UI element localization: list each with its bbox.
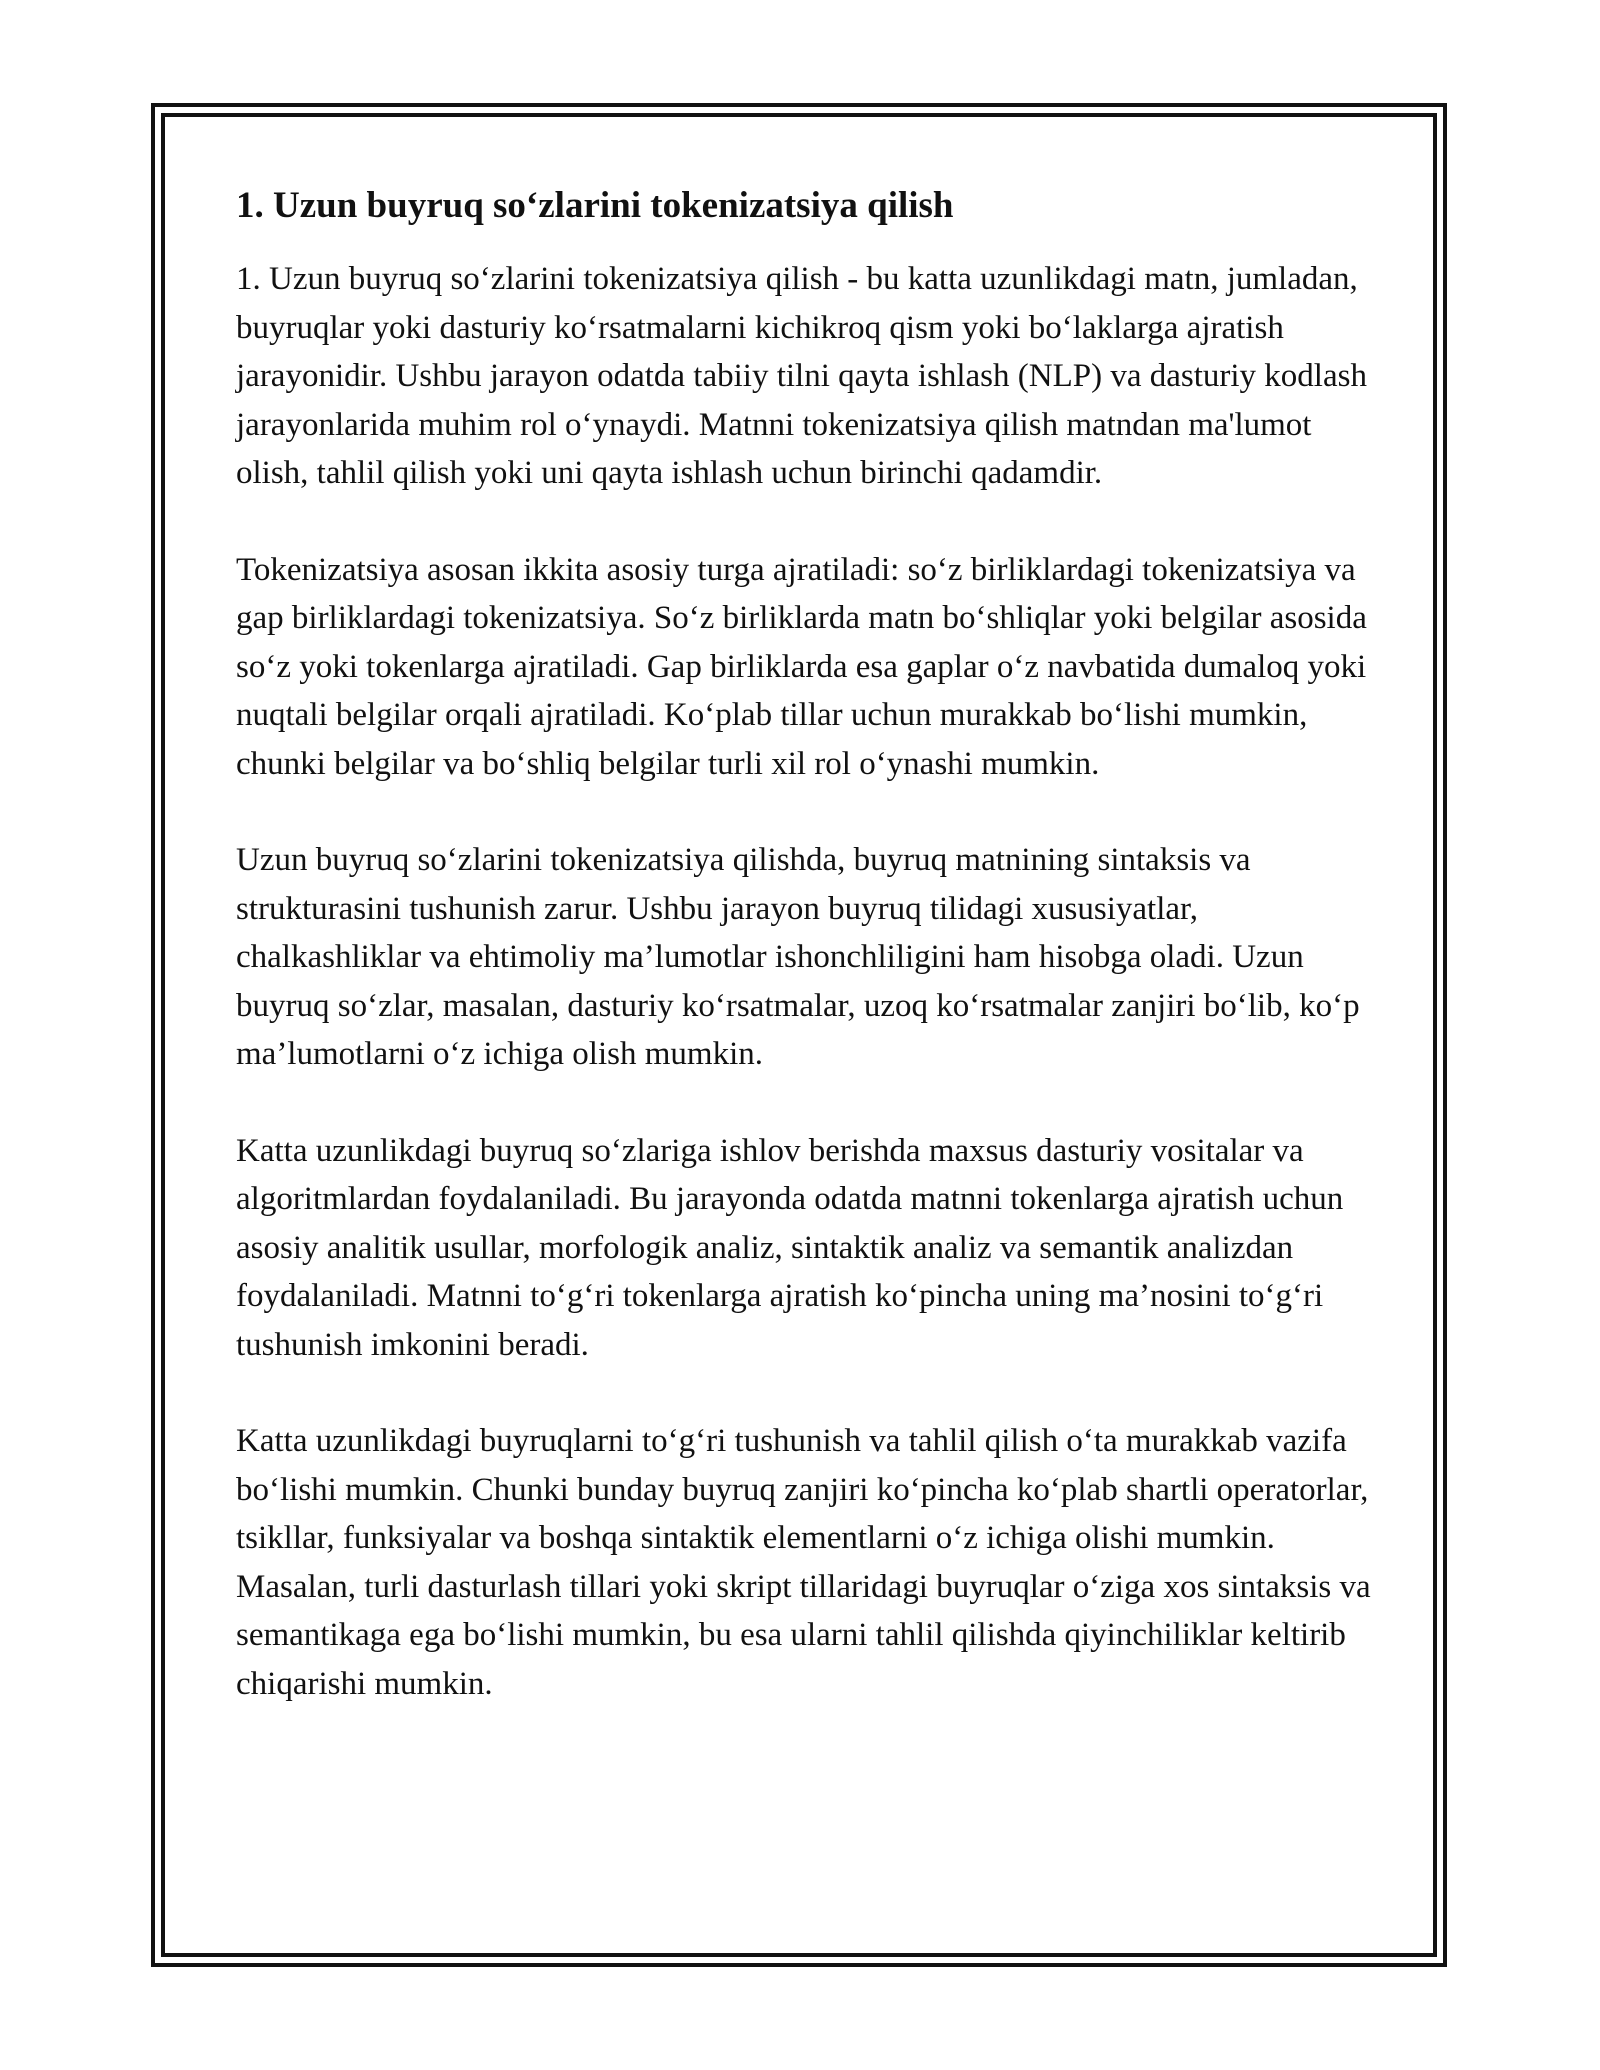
paragraph-1: 1. Uzun buyruq so‘zlarini tokenizatsiya qilish - bu katta uzunlikdagi matn, jumladan, buyruqlar yoki dasturiy ko‘rsatmalarni kichikroq qism yoki bo‘laklarga ajratish jarayonidir. Ushbu jarayon odatda tabiiy tilni qayta ishlash (NLP) va dasturiy kodlash jarayonlarida muhim rol o‘ynaydi. Matnni tokenizatsiya qilish matndan ma'lumot olish, tahlil qilish yoki uni qayta ishlash uchun birinchi qadamdir. (236, 261, 1367, 491)
paragraph-3: Uzun buyruq so‘zlarini tokenizatsiya qilishda, buyruq matnining sintaksis va strukturasini tushunish zarur. Ushbu jarayon buyruq tilidagi xususiyatlar, chalkashliklar va ehtimoliy ma’lumotlar ishonchliligini ham hisobga oladi. Uzun buyruq so‘zlar, masalan, dasturiy ko‘rsatmalar, uzoq ko‘rsatmalar zanjiri bo‘lib, ko‘p ma’lumotlarni o‘z ichiga olish mumkin. (236, 842, 1360, 1072)
paragraph-4: Katta uzunlikdagi buyruq so‘zlariga ishlov berishda maxsus dasturiy vositalar va algoritmlardan foydalaniladi. Bu jarayonda odatda matnni tokenlarga ajratish uchun asosiy analitik usullar, morfologik analiz, sintaktik analiz va semantik analizdan foydalaniladi. Matnni to‘g‘ri tokenlarga ajratish ko‘pincha uning ma’nosini to‘g‘ri tushunish imkonini beradi. (236, 1132, 1344, 1363)
section-heading: 1. Uzun buyruq so‘zlarini tokenizatsiya qilish (236, 185, 954, 226)
document-body (236, 183, 1376, 1708)
paragraph-5: Katta uzunlikdagi buyruqlarni to‘g‘ri tushunish va tahlil qilish o‘ta murakkab vazifa bo‘lishi mumkin. Chunki bunday buyruq zanjiri ko‘pincha ko‘plab shartli operatorlar, tsikllar, funksiyalar va boshqa sintaktik elementlarni o‘z ichiga olishi mumkin. Masalan, turli dasturlash tillari yoki skript tillaridagi buyruqlar o‘ziga xos sintaksis va semantikaga ega bo‘lishi mumkin, bu esa ularni tahlil qilishda qiyinchiliklar keltirib chiqarishi mumkin. (236, 1423, 1371, 1702)
paragraph-2: Tokenizatsiya asosan ikkita asosiy turga ajratiladi: so‘z birliklardagi tokenizatsiya va gap birliklardagi tokenizatsiya. So‘z birliklarda matn bo‘shliqlar yoki belgilar asosida so‘z yoki tokenlarga ajratiladi. Gap birliklarda esa gaplar o‘z navbatida dumaloq yoki nuqtali belgilar orqali ajratiladi. Ko‘plab tillar uchun murakkab bo‘lishi mumkin, chunki belgilar va bo‘shliq belgilar turli xil rol o‘ynashi mumkin. (236, 551, 1367, 782)
